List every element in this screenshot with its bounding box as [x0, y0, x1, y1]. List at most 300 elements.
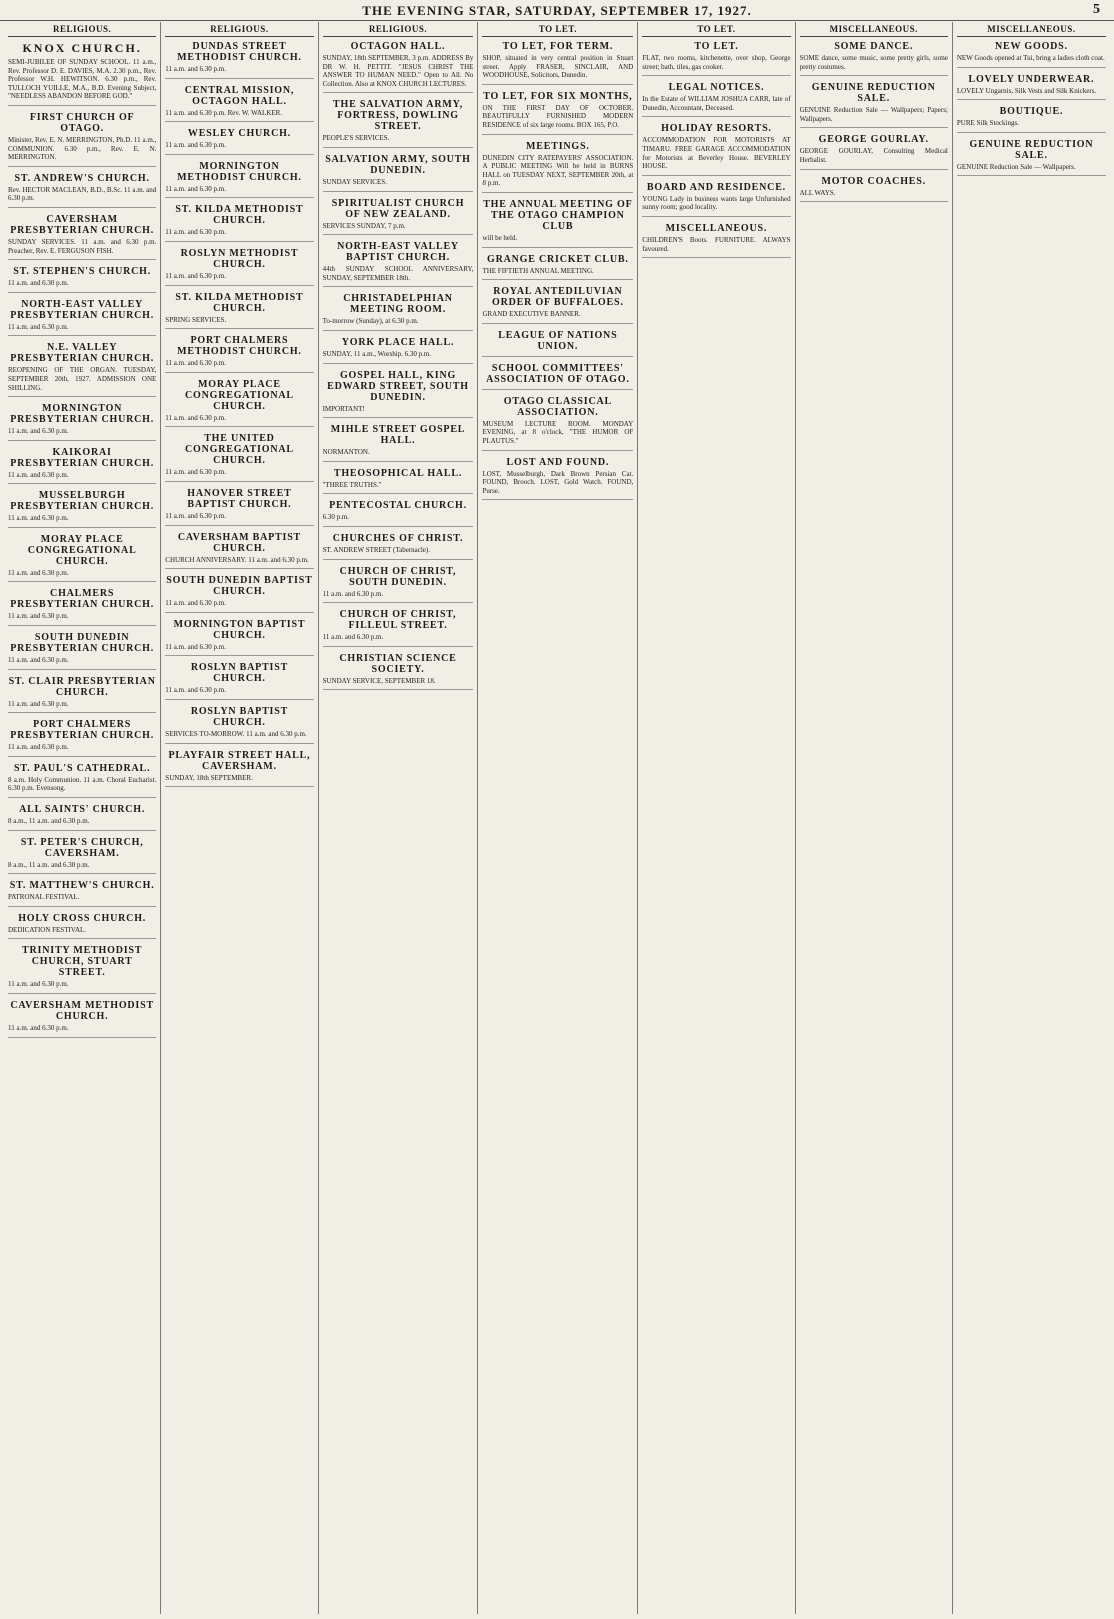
- divider: [800, 75, 948, 76]
- notice: [323, 41, 474, 93]
- notice-text: PURE Silk Stockings.: [956, 119, 1019, 128]
- notice-text: DUNEDIN CITY RATEPAYERS' ASSOCIATION. A PUBLIC MEETING Will be held in BURNS HALL on TUESDAY NEXT, SEPTEMBER 20th, at 8 p.m.: [482, 153, 634, 188]
- notice-headline: PORT CHALMERS PRESBYTERIAN CHURCH.: [10, 719, 155, 742]
- notice-headline: TO LET, FOR SIX MONTHS,: [483, 90, 633, 102]
- notice-headline: ROYAL ANTEDILUVIAN ORDER OF BUFFALOES.: [492, 286, 624, 309]
- notice: [165, 750, 313, 788]
- divider: [482, 499, 633, 500]
- notice: [957, 41, 1106, 68]
- notice: [482, 254, 633, 281]
- notice-text: 11 a.m. and 6.30 p.m.: [165, 141, 226, 150]
- notice: [8, 447, 156, 485]
- notice-headline: MIHLE STREET GOSPEL HALL.: [330, 424, 466, 447]
- notice-headline: SCHOOL COMMITTEES' ASSOCIATION OF OTAGO.: [486, 362, 630, 385]
- notice-text: NEW Goods opened at Tui, bring a ladies cloth coat.: [956, 54, 1105, 62]
- divider: [323, 689, 474, 690]
- notice-text: 11 a.m. and 6.30 p.m.: [8, 568, 69, 577]
- divider: [165, 372, 313, 373]
- divider: [323, 646, 474, 647]
- notice-headline: TRINITY METHODIST CHURCH, STUART STREET.: [22, 945, 143, 979]
- notice-headline: MORNINGTON BAPTIST CHURCH.: [173, 618, 306, 641]
- notice: [8, 676, 156, 714]
- notice-text: Minister, Rev. E. N. MERRINGTON, Ph.D. 11 a.m., COMMUNION. 6.30 p.m., Rev. E. N. MERRINGTON.: [8, 135, 157, 162]
- notice-text: 11 a.m. and 6.30 p.m.: [165, 642, 226, 651]
- divider: [165, 197, 313, 198]
- notice-headline: YORK PLACE HALL.: [341, 336, 455, 348]
- divider: [8, 938, 156, 939]
- notice-text: 11 a.m. and 6.30 p.m.: [8, 656, 69, 665]
- notice: [8, 112, 156, 167]
- divider: [165, 568, 313, 569]
- notice-text: 11 a.m. and 6.30 p.m.: [165, 686, 226, 695]
- notice-text: SERVICES SUNDAY, 7 p.m.: [322, 221, 406, 230]
- notice-text: GENUINE Reduction Sale — Wallpapers; Papers; Wallpapers.: [799, 106, 948, 123]
- notice: [165, 575, 313, 613]
- notice: [8, 266, 156, 293]
- notice-headline: SOUTH DUNEDIN PRESBYTERIAN CHURCH.: [10, 632, 155, 655]
- divider: [165, 121, 313, 122]
- notice-text: 11 a.m. and 6.30 p.m.: [8, 514, 69, 523]
- column-2: [161, 22, 318, 1614]
- divider: [165, 481, 313, 482]
- divider: [800, 127, 948, 128]
- divider: [165, 655, 313, 656]
- notice: [323, 337, 474, 364]
- notice-text: LOST, Musselburgh, Dark Brown Persian Cat. FOUND, Brooch. LOST, Gold Watch. FOUND, Purse.: [482, 469, 634, 495]
- notice: [323, 370, 474, 419]
- divider: [800, 201, 948, 202]
- notice: [165, 532, 313, 570]
- notice: [323, 468, 474, 495]
- divider: [8, 105, 156, 106]
- divider: [957, 99, 1106, 100]
- divider: [323, 363, 474, 364]
- notice: [8, 41, 156, 106]
- divider: [8, 440, 156, 441]
- notice-headline: MORNINGTON METHODIST CHURCH.: [177, 160, 302, 183]
- notice-headline: SPIRITUALIST CHURCH OF NEW ZEALAND.: [331, 197, 465, 220]
- notice-text: will be held.: [482, 233, 518, 242]
- notice-text: 11 a.m. and 6.30 p.m. Rev. W. WALKER.: [165, 108, 283, 117]
- notice: [642, 41, 790, 76]
- divider: [8, 873, 156, 874]
- divider: [8, 1037, 156, 1038]
- notice-headline: THEOSOPHICAL HALL.: [333, 467, 463, 479]
- notice-text: 11 a.m. and 6.30 p.m.: [8, 612, 69, 621]
- notice: [165, 248, 313, 286]
- divider: [8, 581, 156, 582]
- divider: [323, 559, 474, 560]
- notice: [642, 182, 790, 217]
- notice-text: "THREE TRUTHS.": [322, 480, 382, 489]
- notice-text: Rev. HECTOR MACLEAN, B.D., B.Sc. 11 a.m. and 6.30 p.m.: [8, 185, 157, 203]
- notice-text: MUSEUM LECTURE ROOM. MONDAY EVENING, at 8 o'clock, "THE HUMOR OF PLAUTUS.": [482, 419, 634, 445]
- notice-headline: FIRST CHURCH OF OTAGO.: [29, 111, 135, 134]
- notice-text: In the Estate of WILLIAM JOSHUA CARR, late of Dunedin, Accountant, Deceased.: [642, 95, 791, 112]
- notice: [323, 293, 474, 331]
- divider: [8, 625, 156, 626]
- notice-headline: BOUTIQUE.: [999, 106, 1064, 118]
- divider: [165, 285, 313, 286]
- notice: [482, 199, 633, 248]
- notice-headline: ST. STEPHEN'S CHURCH.: [13, 266, 152, 278]
- masthead-title: THE EVENING STAR, SATURDAY, SEPTEMBER 17, 1927.: [362, 3, 752, 18]
- notice-text: SUNDAY SERVICE, SEPTEMBER 18.: [322, 676, 436, 685]
- notice-headline: LEGAL NOTICES.: [668, 82, 765, 94]
- notice: [165, 379, 313, 428]
- notice-text: 11 a.m. and 6.30 p.m.: [165, 511, 226, 520]
- divider: [323, 191, 474, 192]
- divider: [482, 279, 633, 280]
- notice-headline: OCTAGON HALL.: [350, 41, 446, 52]
- notice: [323, 154, 474, 192]
- column-4: [478, 22, 638, 1614]
- notice: [8, 837, 156, 875]
- divider: [482, 323, 633, 324]
- divider: [642, 116, 790, 117]
- notice-headline: PENTECOSTAL CHURCH.: [329, 500, 467, 512]
- divider: [8, 993, 156, 994]
- notice: [8, 913, 156, 940]
- notice: [482, 91, 633, 135]
- column-1: [4, 22, 161, 1614]
- notice: [8, 632, 156, 670]
- notice-headline: ST. PETER'S CHURCH, CAVERSHAM.: [20, 836, 144, 859]
- notice-headline: MORAY PLACE CONGREGATIONAL CHURCH.: [185, 378, 294, 412]
- column-heading: RELIGIOUS.: [165, 22, 313, 37]
- notice: [165, 128, 313, 155]
- notice: [323, 653, 474, 691]
- notice-text: 11 a.m. and 6.30 p.m.: [8, 1024, 69, 1032]
- divider: [642, 257, 790, 258]
- notice-headline: GOSPEL HALL, KING EDWARD STREET, SOUTH DUNEDIN.: [327, 369, 469, 403]
- notice: [323, 99, 474, 148]
- columns-container: [4, 22, 1110, 1614]
- notice-headline: ROSLYN METHODIST CHURCH.: [180, 247, 299, 270]
- notice-text: THE FIFTIETH ANNUAL MEETING.: [482, 266, 594, 275]
- divider: [8, 830, 156, 831]
- divider: [165, 78, 313, 79]
- notice-text: IMPORTANT!: [322, 404, 365, 413]
- divider: [323, 234, 474, 235]
- divider: [8, 259, 156, 260]
- divider: [323, 417, 474, 418]
- notice-headline: TO LET, FOR TERM.: [502, 41, 614, 52]
- notice-headline: BOARD AND RESIDENCE.: [646, 181, 786, 193]
- notice: [165, 335, 313, 373]
- notice-headline: ST. MATTHEW'S CHURCH.: [9, 880, 155, 892]
- notice-headline: THE ANNUAL MEETING OF THE OTAGO CHAMPION CLUB: [483, 198, 633, 232]
- column-heading: MISCELLANEOUS.: [957, 22, 1106, 37]
- divider: [323, 526, 474, 527]
- divider: [957, 132, 1106, 133]
- notice: [8, 880, 156, 907]
- notice-headline: CAVERSHAM METHODIST CHURCH.: [10, 1000, 154, 1022]
- notice-text: SUNDAY SERVICES.: [322, 177, 387, 186]
- divider: [323, 493, 474, 494]
- divider: [165, 699, 313, 700]
- notice: [165, 706, 313, 744]
- notice: [8, 214, 156, 260]
- notice-headline: TO LET.: [694, 41, 739, 52]
- notice-headline: ST. ANDREW'S CHURCH.: [14, 172, 150, 184]
- notice-headline: CHALMERS PRESBYTERIAN CHURCH.: [10, 588, 155, 611]
- notice-headline: CHURCH OF CHRIST, FILLEUL STREET.: [339, 609, 457, 632]
- notice-headline: GRANGE CRICKET CLUB.: [487, 253, 629, 265]
- divider: [482, 84, 633, 85]
- divider: [8, 669, 156, 670]
- notice-headline: LOVELY UNDERWEAR.: [968, 73, 1095, 85]
- divider: [323, 330, 474, 331]
- notice-headline: CHRISTADELPHIAN MEETING ROOM.: [343, 293, 453, 316]
- notice: [8, 534, 156, 583]
- notice: [165, 433, 313, 482]
- notice-text: SUNDAY, 11 a.m., Worship. 6.30 p.m.: [322, 349, 432, 358]
- notice-text: 11 a.m. and 6.30 p.m.: [165, 468, 226, 477]
- notice-headline: ST. KILDA METHODIST CHURCH.: [175, 291, 304, 314]
- notice: [482, 457, 633, 501]
- notice: [165, 488, 313, 526]
- notice-headline: GENUINE REDUCTION SALE.: [969, 138, 1094, 161]
- divider: [323, 602, 474, 603]
- column-3: [319, 22, 479, 1614]
- divider: [165, 426, 313, 427]
- notice: [8, 804, 156, 831]
- notice-text: SUNDAY SERVICES. 11 a.m. and 6.30 p.m. Preacher, Rev. E. FERGUSON FISH.: [8, 237, 157, 255]
- notice: [8, 299, 156, 337]
- notice: [642, 82, 790, 117]
- divider: [165, 328, 313, 329]
- notice-headline: WESLEY CHURCH.: [187, 128, 291, 140]
- notice-text: 44th SUNDAY SCHOOL ANNIVERSARY, SUNDAY, SEPTEMBER 18th.: [322, 265, 474, 282]
- divider: [8, 527, 156, 528]
- notice: [323, 500, 474, 527]
- notice-text: 11 a.m. and 6.30 p.m.: [165, 359, 226, 368]
- notice: [957, 139, 1106, 177]
- notice: [323, 566, 474, 604]
- notice: [800, 41, 948, 76]
- divider: [957, 67, 1106, 68]
- notice-headline: ROSLYN BAPTIST CHURCH.: [190, 705, 289, 728]
- notice: [323, 424, 474, 462]
- notice: [482, 286, 633, 324]
- notice-headline: THE UNITED CONGREGATIONAL CHURCH.: [185, 433, 294, 467]
- notice-text: SEMI-JUBILEE OF SUNDAY SCHOOL. 11 a.m., Rev. Professor D. E. DAVIES, M.A. 2.30 p.m., Rev. Professor W.H. HEWITSON. 6.30 p.m., Rev. TULLOCH YUILLE, M.A., B.D. Evening Subject, "NEEDLESS ABANDON BEFORE GOD.": [8, 58, 157, 101]
- notice: [482, 141, 633, 193]
- notice-headline: SOUTH DUNEDIN BAPTIST CHURCH.: [166, 575, 313, 598]
- notice-text: ALL WAYS.: [799, 188, 836, 197]
- notice-headline: MISCELLANEOUS.: [665, 222, 768, 234]
- divider: [8, 712, 156, 713]
- divider: [482, 389, 633, 390]
- notice: [165, 204, 313, 242]
- notice-text: REOPENING OF THE ORGAN. TUESDAY, SEPTEMBER 20th, 1927. ADMISSION ONE SHILLING.: [8, 366, 157, 392]
- notice-headline: KNOX CHURCH.: [22, 41, 142, 55]
- notice-text: SUNDAY, 18th SEPTEMBER, 3 p.m. ADDRESS By DR W. H. PETTIT. "JESUS CHRIST THE ANSWER TO HUMAN NEED." Open to All. No Collection. Also at KNOX CHURCH LECTURES.: [322, 54, 474, 88]
- notice-text: GRAND EXECUTIVE BANNER.: [482, 310, 581, 319]
- notice: [323, 198, 474, 236]
- notice: [323, 533, 474, 560]
- notice-headline: MEETINGS.: [526, 140, 590, 152]
- divider: [165, 525, 313, 526]
- notice-text: 6.30 p.m.: [322, 513, 350, 522]
- notice-headline: CAVERSHAM PRESBYTERIAN CHURCH.: [10, 213, 155, 236]
- notice-text: 11 a.m. and 6.30 p.m.: [165, 184, 226, 193]
- notice-headline: ROSLYN BAPTIST CHURCH.: [190, 662, 289, 685]
- divider: [323, 461, 474, 462]
- notice-headline: MORNINGTON PRESBYTERIAN CHURCH.: [10, 403, 155, 426]
- column-7: [953, 22, 1110, 1614]
- notice-text: 11 a.m. and 6.30 p.m.: [165, 65, 226, 73]
- notice: [8, 342, 156, 397]
- notice-text: 11 a.m. and 6.30 p.m.: [165, 599, 226, 608]
- divider: [165, 154, 313, 155]
- divider: [165, 241, 313, 242]
- notice-headline: GENUINE REDUCTION SALE.: [811, 82, 936, 105]
- notice: [957, 106, 1106, 133]
- notice-headline: ALL SAINTS' CHURCH.: [19, 804, 146, 816]
- divider: [8, 335, 156, 336]
- divider: [8, 166, 156, 167]
- divider: [642, 75, 790, 76]
- divider: [642, 216, 790, 217]
- notice: [800, 82, 948, 128]
- divider: [323, 286, 474, 287]
- notice: [482, 396, 633, 451]
- notice: [8, 945, 156, 994]
- notice-text: 11 a.m. and 6.30 p.m.: [165, 413, 226, 422]
- notice: [165, 619, 313, 657]
- divider: [482, 134, 633, 135]
- notice-text: 11 a.m. and 6.30 p.m.: [8, 322, 69, 331]
- notice-headline: CHURCH OF CHRIST, SOUTH DUNEDIN.: [339, 565, 457, 588]
- notice: [8, 490, 156, 528]
- notice-text: FLAT, two rooms, kitchenette, over shop, George street; bath, tiles, gas cooker.: [642, 54, 791, 71]
- notice: [165, 41, 313, 79]
- notice-text: 11 a.m. and 6.30 p.m.: [8, 980, 69, 989]
- notice-text: GENUINE Reduction Sale — Wallpapers.: [956, 162, 1076, 171]
- notice-text: CHILDREN'S Boots. FURNITURE. ALWAYS favoured.: [642, 235, 791, 253]
- notice-headline: CHRISTIAN SCIENCE SOCIETY.: [339, 652, 457, 675]
- notice-text: LOVELY Ungarnis, Silk Vests and Silk Knickers.: [956, 86, 1097, 95]
- divider: [482, 247, 633, 248]
- notice-headline: MORAY PLACE CONGREGATIONAL CHURCH.: [27, 533, 137, 567]
- divider: [8, 797, 156, 798]
- divider: [8, 756, 156, 757]
- notice-headline: PORT CHALMERS METHODIST CHURCH.: [177, 335, 302, 358]
- divider: [957, 175, 1106, 176]
- notice: [8, 763, 156, 798]
- notice: [165, 662, 313, 700]
- notice-text: 11 a.m. and 6.30 p.m.: [8, 427, 69, 436]
- notice-text: PEOPLE'S SERVICES.: [322, 134, 390, 143]
- notice-headline: PLAYFAIR STREET HALL, CAVERSHAM.: [168, 749, 311, 772]
- notice-headline: NORTH-EAST VALLEY BAPTIST CHURCH.: [337, 241, 459, 264]
- notice-text: GEORGE GOURLAY, Consulting Medical Herbalist.: [799, 147, 948, 164]
- divider: [482, 356, 633, 357]
- column-5: [638, 22, 795, 1614]
- notice-headline: SALVATION ARMY, SOUTH DUNEDIN.: [325, 153, 471, 176]
- notice-text: ST. ANDREW STREET (Tabernacle).: [322, 545, 430, 554]
- notice-headline: KAIKORAI PRESBYTERIAN CHURCH.: [10, 446, 155, 469]
- notice-headline: NORTH-EAST VALLEY PRESBYTERIAN CHURCH.: [10, 298, 155, 321]
- notice-headline: SOME DANCE.: [834, 41, 914, 52]
- notice: [642, 223, 790, 258]
- divider: [323, 92, 474, 93]
- divider: [8, 906, 156, 907]
- notice-text: ACCOMMODATION FOR MOTORISTS AT TIMARU. FREE GARAGE ACCOMMODATION for Motorists at Beverley House. BEVERLEY HOUSE.: [642, 136, 791, 171]
- page-number: 5: [1093, 2, 1100, 17]
- notice-text: SERVICES TO-MORROW. 11 a.m. and 6.30 p.m.: [165, 729, 307, 738]
- notice: [8, 588, 156, 626]
- column-heading: TO LET.: [642, 22, 790, 37]
- notice-headline: NEW GOODS.: [995, 41, 1068, 52]
- notice-headline: MOTOR COACHES.: [821, 175, 926, 187]
- divider: [800, 169, 948, 170]
- notice: [8, 719, 156, 757]
- notice: [642, 123, 790, 175]
- notice-text: 11 a.m. and 6.30 p.m.: [322, 589, 384, 598]
- notice-text: 11 a.m. and 6.30 p.m.: [322, 633, 384, 642]
- notice: [482, 41, 633, 85]
- column-heading: TO LET.: [482, 22, 633, 37]
- notice-text: 11 a.m. and 6.30 p.m.: [165, 228, 226, 237]
- divider: [8, 292, 156, 293]
- masthead: [0, 0, 1114, 21]
- column-heading: MISCELLANEOUS.: [800, 22, 948, 37]
- notice-text: DEDICATION FESTIVAL.: [8, 925, 87, 934]
- divider: [165, 612, 313, 613]
- notice-headline: CENTRAL MISSION, OCTAGON HALL.: [184, 84, 295, 107]
- divider: [323, 147, 474, 148]
- notice-headline: HANOVER STREET BAPTIST CHURCH.: [187, 487, 292, 510]
- notice-text: 11 a.m. and 6.30 p.m.: [165, 271, 226, 280]
- divider: [482, 192, 633, 193]
- divider: [482, 450, 633, 451]
- notice: [323, 241, 474, 287]
- notice-text: SOME dance, some music, some pretty girls, some pretty costumes.: [799, 54, 948, 71]
- column-6: [796, 22, 953, 1614]
- notice-text: ON THE FIRST DAY OF OCTOBER. BEAUTIFULLY FURNISHED MODERN RESIDENCE of six large rooms. BOX 165, P.O.: [482, 103, 634, 129]
- notice: [8, 1000, 156, 1038]
- column-heading: RELIGIOUS.: [8, 22, 156, 37]
- notice-text: To-morrow (Sunday), at 6.30 p.m.: [322, 317, 419, 326]
- notice: [800, 176, 948, 203]
- notice-headline: DUNDAS STREET METHODIST CHURCH.: [177, 41, 302, 63]
- column-heading: RELIGIOUS.: [323, 22, 474, 37]
- notice: [165, 85, 313, 123]
- notice-text: CHURCH ANNIVERSARY. 11 a.m. and 6.30 p.m.: [165, 555, 309, 564]
- notice-headline: HOLY CROSS CHURCH.: [18, 912, 147, 924]
- notice-headline: LOST AND FOUND.: [506, 456, 610, 468]
- notice-headline: OTAGO CLASSICAL ASSOCIATION.: [503, 395, 612, 418]
- notice-text: 8 a.m., 11 a.m. and 6.30 p.m.: [8, 860, 90, 869]
- notice-text: SHOP, situated in very central position in Stuart street. Apply FRASER, SINCLAIR, AND WOODHOUSE, Solicitors, Dunedin.: [482, 54, 634, 80]
- notice-text: 11 a.m. and 6.30 p.m.: [8, 470, 69, 479]
- notice-text: SPRING SERVICES.: [165, 315, 227, 324]
- notice-headline: GEORGE GOURLAY.: [818, 134, 929, 146]
- notice-text: 11 a.m. and 6.30 p.m.: [8, 699, 69, 708]
- divider: [642, 175, 790, 176]
- notice-text: NORMANTON.: [322, 448, 370, 457]
- notice-text: 8 a.m. Holy Communion. 11 a.m. Choral Eucharist. 6.30 p.m. Evensong.: [8, 775, 157, 793]
- notice-headline: CHURCHES OF CHRIST.: [332, 532, 464, 544]
- notice: [482, 330, 633, 357]
- divider: [8, 483, 156, 484]
- notice: [165, 161, 313, 199]
- notice-headline: ST. KILDA METHODIST CHURCH.: [175, 204, 304, 227]
- notice-headline: THE SALVATION ARMY, FORTRESS, DOWLING STREET.: [333, 99, 463, 133]
